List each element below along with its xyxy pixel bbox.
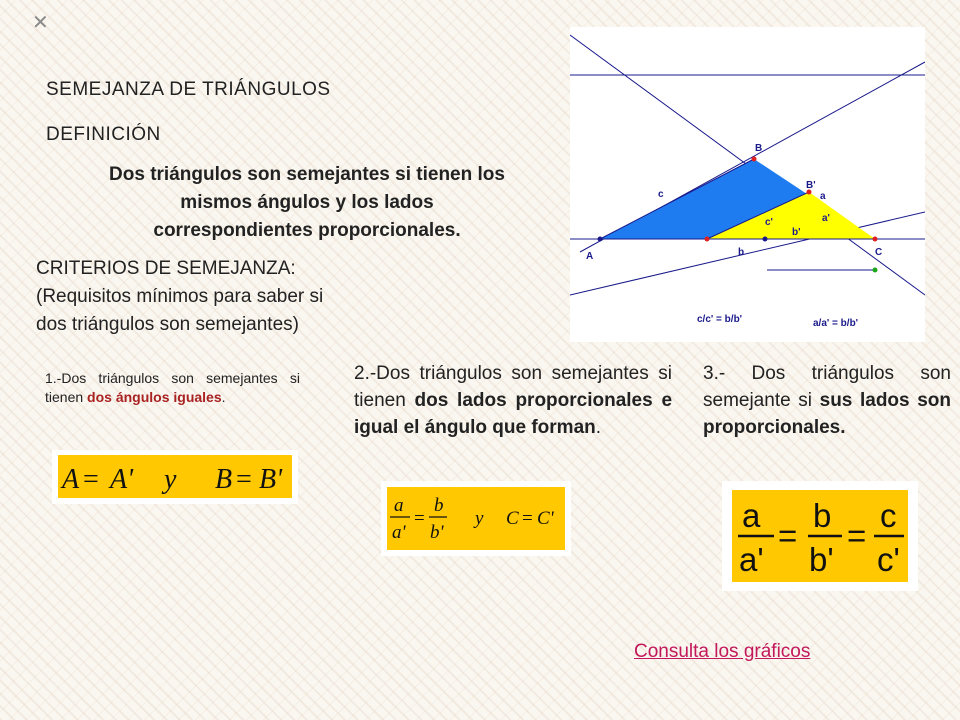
- point-mid: [705, 237, 710, 242]
- label-side-a-prime: a': [822, 213, 830, 224]
- ratio-right: a/a' = b/b': [813, 318, 859, 329]
- point-green: [873, 268, 878, 273]
- criterion-3-text: 3.- Dos triángulos son semejante si: [703, 363, 951, 411]
- section-subtitle: DEFINICIÓN: [46, 124, 161, 145]
- formula-b: b: [434, 495, 444, 516]
- formula-c-prime: C': [537, 508, 554, 529]
- point-c: [873, 237, 878, 242]
- label-c: C: [875, 247, 883, 258]
- criterion-2-text: 2.-Dos triángulos son semejantes si tienen: [354, 363, 672, 411]
- criterion-2-bold: dos lados proporcionales e igual el ángulo que forman: [354, 390, 673, 438]
- formula-a: a: [394, 495, 404, 516]
- point-b: [752, 157, 757, 162]
- criteria-heading: CRITERIOS DE SEMEJANZA:: [36, 258, 296, 279]
- similar-triangles-figure: [570, 27, 925, 342]
- formula-b-prime: b': [430, 522, 444, 543]
- formula-c-prime: c': [877, 541, 900, 578]
- formula-eq: =: [236, 464, 252, 495]
- formula-y: y: [475, 508, 484, 529]
- formula-a: a: [742, 497, 761, 534]
- definition-text: [52, 161, 562, 245]
- formula-a-prime: a': [392, 522, 406, 543]
- formula-eq: =: [847, 517, 867, 554]
- formula-b: b: [813, 497, 832, 534]
- label-side-c: c: [658, 189, 664, 200]
- formula-eq: =: [83, 464, 99, 495]
- label-side-a: a: [820, 191, 826, 202]
- formula-a: A: [62, 464, 80, 495]
- criterion-1-end: .: [221, 389, 226, 405]
- ratio-left: c/c' = b/b': [697, 314, 743, 325]
- criteria-intro: [36, 255, 416, 339]
- criterion-2: [354, 360, 672, 441]
- label-b-prime: B': [806, 180, 816, 191]
- formula-c: C: [506, 508, 519, 529]
- label-side-c-prime: c': [765, 217, 773, 228]
- criteria-note-line: (Requisitos mínimos para saber si: [36, 286, 324, 307]
- criterion-1: [45, 369, 300, 407]
- label-side-b-prime: b': [792, 227, 801, 238]
- page-title: SEMEJANZA DE TRIÁNGULOS: [46, 79, 331, 100]
- figure-svg: [570, 27, 925, 342]
- label-side-b: b: [738, 247, 745, 258]
- criteria-note-line: dos triángulos son semejantes): [36, 314, 299, 335]
- formula-a-prime: A': [110, 464, 134, 495]
- consulta-graficos-link[interactable]: Consulta los gráficos: [634, 641, 811, 662]
- formula-c: c: [880, 497, 897, 534]
- formula-b: B: [215, 464, 233, 495]
- criterion-2-end: .: [595, 417, 602, 438]
- label-b: B: [755, 143, 763, 154]
- formula-criterion-1: [52, 450, 298, 504]
- formula-criterion-2: [381, 481, 571, 556]
- definition-line: Dos triángulos son semejantes si tienen los: [109, 164, 505, 185]
- formula-b-prime: b': [809, 541, 834, 578]
- point-a: [598, 237, 603, 242]
- criterion-3-bold: sus lados son proporcionales.: [703, 390, 951, 438]
- formula-eq: =: [522, 508, 533, 529]
- formula-criterion-3: [722, 481, 918, 591]
- label-a: A: [586, 251, 594, 262]
- formula-eq: =: [778, 517, 798, 554]
- formula-y: y: [164, 464, 177, 495]
- formula-eq: =: [414, 508, 425, 529]
- criterion-1-text: 1.-Dos triángulos son semejantes si tienen: [45, 370, 300, 405]
- formula-a-prime: a': [739, 541, 764, 578]
- formula-b-prime: B': [259, 464, 283, 495]
- definition-line: mismos ángulos y los lados: [180, 192, 434, 213]
- definition-line: correspondientes proporcionales.: [153, 220, 461, 241]
- point-base: [763, 237, 768, 242]
- star-bullet-icon: ✕: [32, 12, 49, 34]
- criterion-1-highlight: dos ángulos iguales: [87, 389, 222, 405]
- criterion-3: [703, 360, 951, 441]
